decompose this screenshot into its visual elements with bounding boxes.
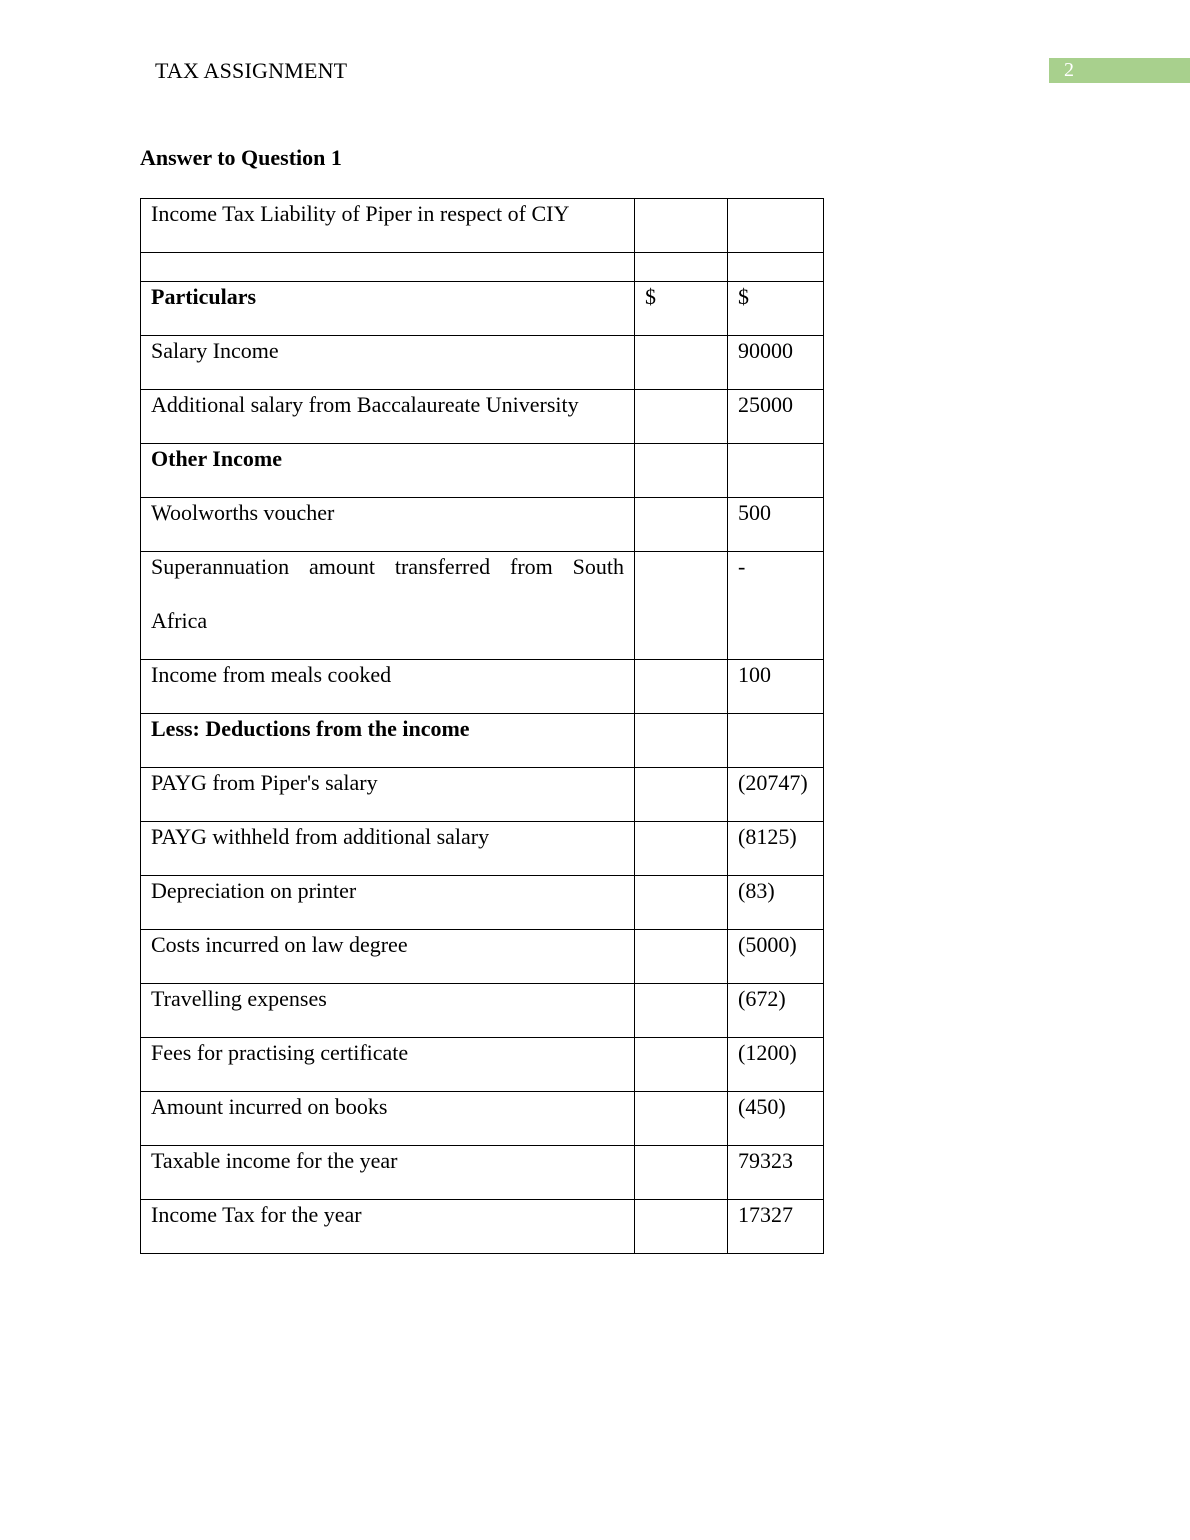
table-row: [141, 930, 824, 984]
section-label-deductions: Less: Deductions from the income: [141, 714, 635, 768]
table-header-row: [141, 282, 824, 336]
row-amount: [728, 253, 824, 282]
row-label: Taxable income for the year: [141, 1146, 635, 1200]
table-row-title: [141, 199, 824, 253]
row-col2: [635, 1200, 728, 1254]
row-col2: [635, 660, 728, 714]
table-section-row: [141, 444, 824, 498]
row-col2: [635, 253, 728, 282]
row-col2: [635, 199, 728, 253]
row-amount: 25000: [728, 390, 824, 444]
row-amount: [728, 444, 824, 498]
row-col2: [635, 1146, 728, 1200]
table-row: [141, 768, 824, 822]
row-label: Income Tax Liability of Piper in respect of CIY: [141, 199, 635, 253]
row-amount: 79323: [728, 1146, 824, 1200]
row-amount: (450): [728, 1092, 824, 1146]
table-row: [141, 876, 824, 930]
table-row-spacer: [141, 253, 824, 282]
row-label: Income Tax for the year: [141, 1200, 635, 1254]
table-row: [141, 1038, 824, 1092]
table-row: [141, 552, 824, 660]
table-row: [141, 336, 824, 390]
row-col2: [635, 876, 728, 930]
column-header-currency-1: $: [635, 282, 728, 336]
tax-liability-table: [140, 198, 824, 1254]
row-amount: (8125): [728, 822, 824, 876]
column-header-particulars: Particulars: [141, 282, 635, 336]
row-label: Amount incurred on books: [141, 1092, 635, 1146]
table-section-row: [141, 714, 824, 768]
page-number-badge: 2: [1049, 58, 1190, 83]
row-col2: [635, 444, 728, 498]
section-label-other-income: Other Income: [141, 444, 635, 498]
row-col2: [635, 1092, 728, 1146]
row-label: Costs incurred on law degree: [141, 930, 635, 984]
row-label: Travelling expenses: [141, 984, 635, 1038]
table-row: [141, 822, 824, 876]
row-amount: (1200): [728, 1038, 824, 1092]
row-amount: -: [728, 552, 824, 660]
row-amount: 17327: [728, 1200, 824, 1254]
row-label: Superannuation amount transferred from South Africa: [141, 552, 635, 660]
table-row: [141, 984, 824, 1038]
row-col2: [635, 822, 728, 876]
row-col2: [635, 1038, 728, 1092]
table-row: [141, 390, 824, 444]
row-amount: (20747): [728, 768, 824, 822]
row-col2: [635, 336, 728, 390]
row-label: Additional salary from Baccalaureate University: [141, 390, 635, 444]
row-col2: [635, 768, 728, 822]
row-amount: [728, 199, 824, 253]
row-col2: [635, 498, 728, 552]
row-amount: [728, 714, 824, 768]
row-col2: [635, 984, 728, 1038]
row-label: Salary Income: [141, 336, 635, 390]
running-header-title: TAX ASSIGNMENT: [155, 58, 348, 83]
row-col2: [635, 390, 728, 444]
row-amount: 500: [728, 498, 824, 552]
table-row: [141, 1146, 824, 1200]
row-label: Fees for practising certificate: [141, 1038, 635, 1092]
section-heading: Answer to Question 1: [140, 145, 342, 170]
row-label: [141, 253, 635, 282]
column-header-currency-2: $: [728, 282, 824, 336]
row-label: PAYG from Piper's salary: [141, 768, 635, 822]
row-amount: 90000: [728, 336, 824, 390]
row-col2: [635, 930, 728, 984]
row-label: Woolworths voucher: [141, 498, 635, 552]
row-col2: [635, 552, 728, 660]
row-amount: (5000): [728, 930, 824, 984]
row-amount: (83): [728, 876, 824, 930]
table-row: [141, 1092, 824, 1146]
table-row: [141, 1200, 824, 1254]
row-label: Depreciation on printer: [141, 876, 635, 930]
row-label: Income from meals cooked: [141, 660, 635, 714]
row-label: PAYG withheld from additional salary: [141, 822, 635, 876]
row-amount: 100: [728, 660, 824, 714]
row-amount: (672): [728, 984, 824, 1038]
table-row: [141, 660, 824, 714]
row-col2: [635, 714, 728, 768]
